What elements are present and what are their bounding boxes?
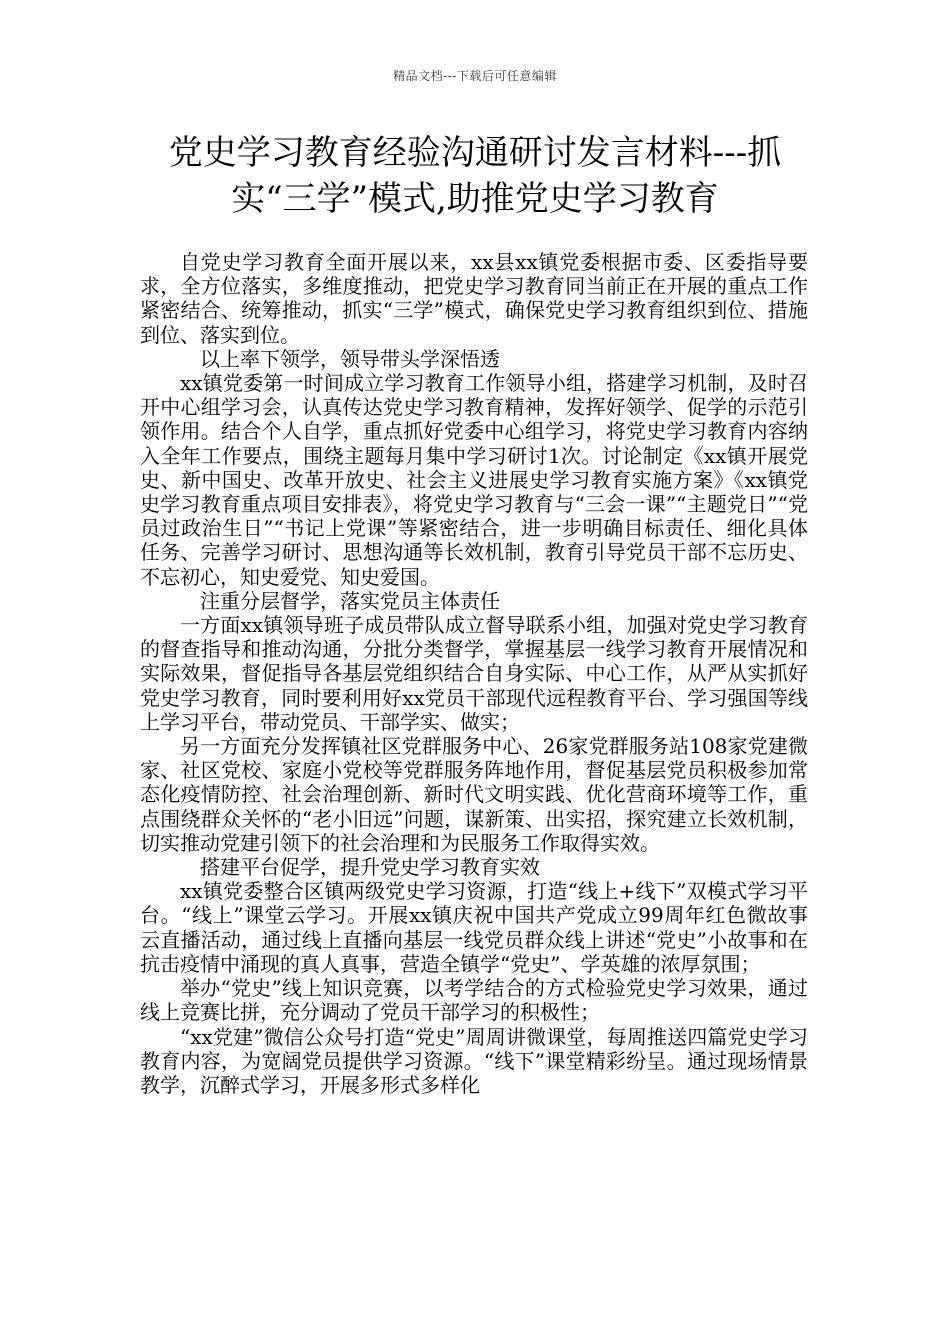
section-heading-3: 搭建平台促学，提升党史学习教育实效 (200, 855, 540, 880)
document-body (140, 250, 808, 1097)
paragraph: xx镇党委整合区镇两级党史学习资源，打造“线上+线下”双模式学习平台。“线上”课堂云学习。开展xx镇庆祝中国共产党成立99周年红色微故事云直播活动，通过线上直播向基层一线党员群众线上讲述“党史”小故事和在抗击疫情中涌现的真人真事，营造全镇学“党史”、学英雄的浓厚氛围； (140, 879, 808, 976)
header-watermark: 精品文档---下载后可任意编辑 (393, 69, 557, 83)
paragraph-intro: 自党史学习教育全面开展以来，xx县xx镇党委根据市委、区委指导要求，全方位落实，多维度推动，把党史学习教育同当前正在开展的重点工作紧密结合、统筹推动，抓实“三学”模式，确保党史学习教育组织到位、措施到位、落实到位。 (140, 250, 808, 347)
section-heading-2: 注重分层督学，落实党员主体责任 (200, 588, 500, 613)
paragraph: 举办“党史”线上知识竞赛，以考学结合的方式检验党史学习效果，通过线上竞赛比拼，充分调动了党员干部学习的积极性； (140, 976, 808, 1025)
paragraph: 另一方面充分发挥镇社区党群服务中心、26家党群服务站108家党建微家、社区党校、家庭小党校等党群服务阵地作用，督促基层党员积极参加常态化疫情防控、社会治理创新、新时代文明实践、优化营商环境等工作，重点围绕群众关怀的“老小旧远”问题，谋新策、出实招，探究建立长效机制，切实推动党建引领下的社会治理和为民服务工作取得实效。 (140, 734, 808, 855)
paragraph: “xx党建”微信公众号打造“党史”周周讲微课堂，每周推送四篇党史学习教育内容，为宽阔党员提供学习资源。“线下”课堂精彩纷呈。通过现场情景教学，沉醉式学习，开展多形式多样化 (140, 1024, 808, 1097)
document-title (90, 130, 860, 222)
paragraph: 一方面xx镇领导班子成员带队成立督导联系小组，加强对党史学习教育的督查指导和推动沟通，分批分类督学，掌握基层一线学习教育开展情况和实际效果，督促指导各基层党组织结合自身实际、中心工作，从严从实抓好党史学习教育，同时要利用好xx党员干部现代远程教育平台、学习强国等线上学习平台，带动党员、干部学实、做实； (140, 613, 808, 734)
title-line-2: 实“三学”模式,助推党史学习教育 (231, 179, 719, 219)
paragraph: xx镇党委第一时间成立学习教育工作领导小组，搭建学习机制，及时召开中心组学习会，认真传达党史学习教育精神，发挥好领学、促学的示范引领作用。结合个人自学，重点抓好党委中心组学习，将党史学习教育内容纳入全年工作要点，围绕主题每月集中学习研讨1次。讨论制定《xx镇开展党史、新中国史、改革开放史、社会主义进展史学习教育实施方案》《xx镇党史学习教育重点项目安排表》，将党史学习教育与“三会一课”“主题党日”“党员过政治生日”“书记上党课”等紧密结合，进一步明确目标责任、细化具体任务、完善学习研讨、思想沟通等长效机制，教育引导党员干部不忘历史、不忘初心，知史爱党、知史爱国。 (140, 371, 808, 589)
title-line-1: 党史学习教育经验沟通研讨发言材料---抓 (168, 133, 782, 173)
section-heading-1: 以上率下领学，领导带头学深悟透 (200, 346, 500, 371)
